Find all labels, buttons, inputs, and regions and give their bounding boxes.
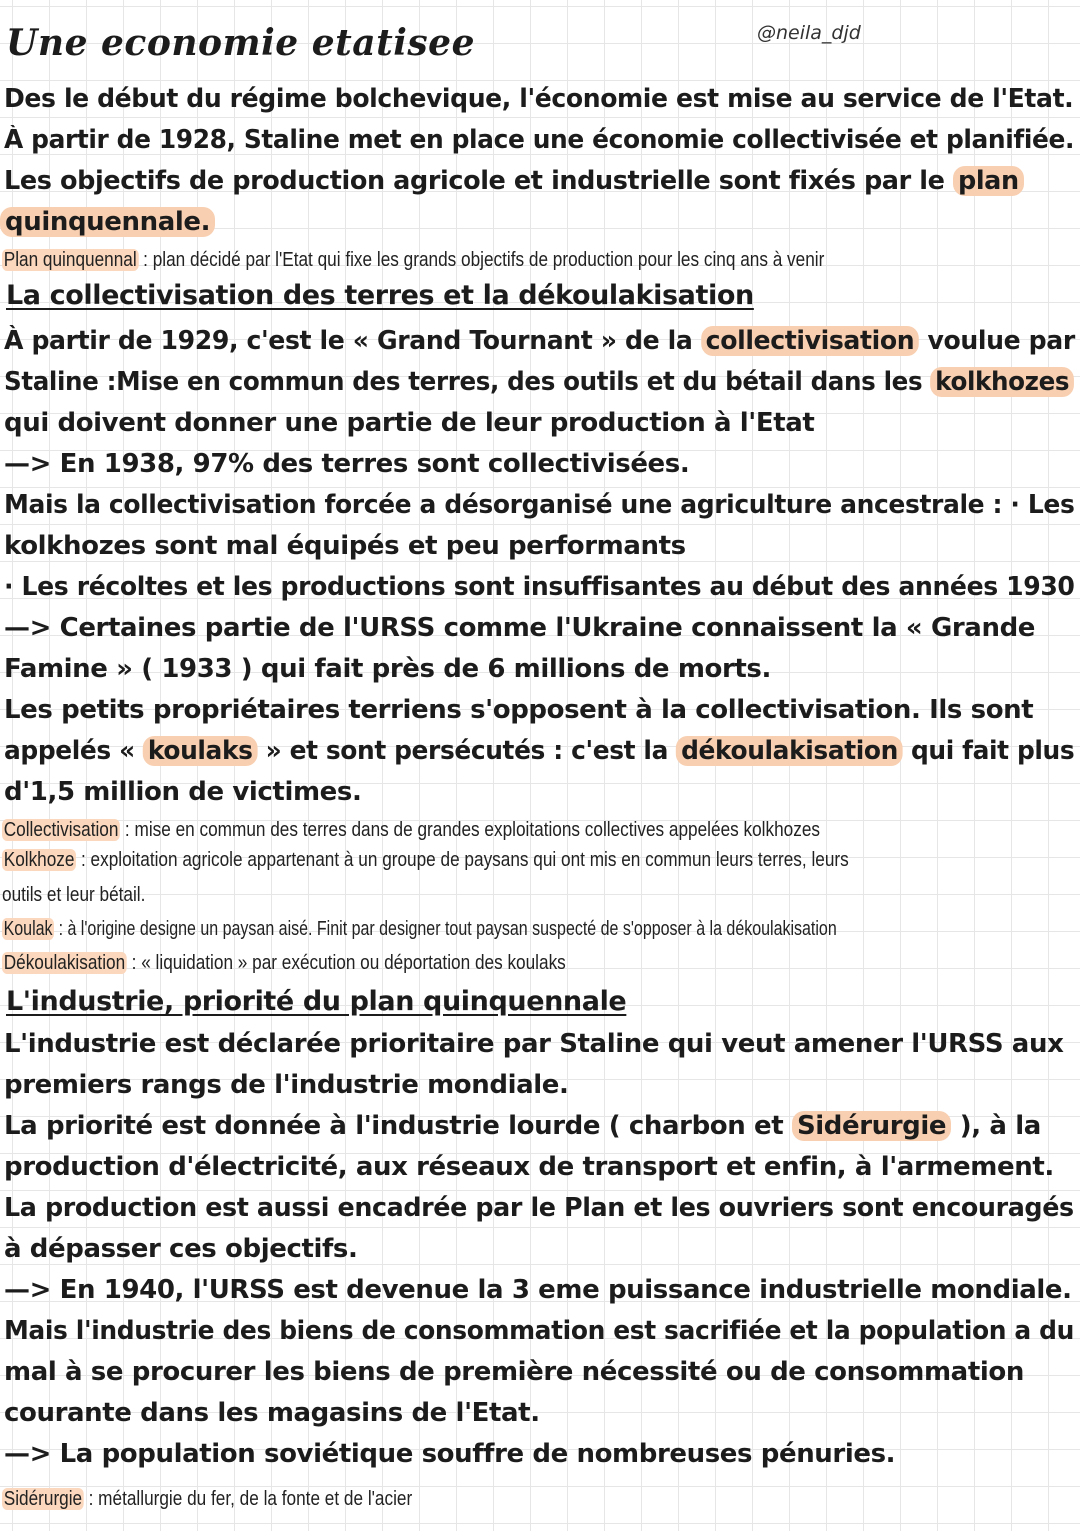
definition-kolkhoze	[2, 849, 849, 872]
body-line: d'1,5 million de victimes.	[4, 777, 362, 807]
highlighted-term: collectivisation	[701, 326, 919, 356]
author-handle: @neila_djd	[757, 22, 861, 44]
body-line: qui doivent donner une partie de leur production à l'Etat	[4, 408, 815, 438]
text-span: Les objectifs de production agricole et industrielle sont fixés par le	[4, 166, 953, 196]
highlighted-term: Sidérurgie	[792, 1111, 951, 1141]
body-line: —> En 1938, 97% des terres sont collectivisées.	[4, 449, 690, 479]
definition-dekoulakisation	[2, 952, 566, 975]
section-heading-industrie: L'industrie, priorité du plan quinquennale	[6, 986, 627, 1017]
body-line: kolkhozes sont mal équipés et peu performants	[4, 531, 686, 561]
text-span: ), à la	[951, 1111, 1041, 1141]
body-line: —> En 1940, l'URSS est devenue la 3 eme puissance industrielle mondiale.	[4, 1275, 1072, 1305]
section-heading-collectivisation: La collectivisation des terres et la dékoulakisation	[6, 280, 754, 311]
definition-kolkhoze-continued: outils et leur bétail.	[2, 884, 146, 906]
body-line	[4, 367, 1074, 397]
intro-line: À partir de 1928, Staline met en place une économie collectivisée et planifiée.	[4, 125, 1075, 155]
text-span: voulue par	[919, 326, 1075, 356]
definition-term: Plan quinquennal	[3, 249, 137, 271]
definition-siderurgie	[2, 1488, 412, 1511]
body-line: premiers rangs de l'industrie mondiale.	[4, 1070, 569, 1100]
definition-koulak	[2, 918, 837, 941]
definition-term: Dékoulakisation	[3, 952, 126, 974]
body-line: à dépasser ces objectifs.	[4, 1234, 358, 1264]
body-line: Famine » ( 1933 ) qui fait près de 6 millions de morts.	[4, 654, 771, 684]
definition-text: : mise en commun des terres dans de grandes exploitations collectives appelées kolkhozes	[120, 819, 821, 841]
definition-term: Sidérurgie	[3, 1488, 83, 1510]
intro-line: Des le début du régime bolchevique, l'économie est mise au service de l'Etat.	[4, 84, 1074, 114]
body-line: Mais la collectivisation forcée a désorganisé une agriculture ancestrale : · Les	[4, 490, 1075, 520]
highlighted-term: plan	[953, 166, 1024, 196]
definition-term: Koulak	[3, 918, 53, 940]
body-line: —> La population soviétique souffre de nombreuses pénuries.	[4, 1439, 896, 1469]
body-line	[4, 326, 1075, 356]
definition-text: : métallurgie du fer, de la fonte et de l'acier	[83, 1488, 413, 1510]
definition-collectivisation	[2, 819, 820, 842]
body-line	[4, 1111, 1041, 1141]
definition-plan-quinquennal	[2, 249, 824, 272]
definition-text: : « liquidation » par exécution ou déportation des koulaks	[126, 952, 566, 974]
body-line: La production est aussi encadrée par le Plan et les ouvriers sont encouragés	[4, 1193, 1074, 1223]
highlighted-term: koulaks	[143, 736, 257, 766]
definition-term: Collectivisation	[3, 819, 119, 841]
body-line	[4, 736, 1074, 766]
intro-line	[4, 166, 1024, 196]
highlighted-term: dékoulakisation	[676, 736, 902, 766]
text-span: À partir de 1929, c'est le « Grand Tournant » de la	[4, 326, 701, 356]
body-line: L'industrie est déclarée prioritaire par Staline qui veut amener l'URSS aux	[4, 1029, 1064, 1059]
text-span: La priorité est donnée à l'industrie lourde ( charbon et	[4, 1111, 792, 1141]
body-line: courante dans les magasins de l'Etat.	[4, 1398, 540, 1428]
text-span: » et sont persécutés : c'est la	[257, 736, 677, 766]
highlighted-term: kolkhozes	[930, 367, 1073, 397]
body-line: —> Certaines partie de l'URSS comme l'Ukraine connaissent la « Grande	[4, 613, 1036, 643]
page-title: Une economie etatisee	[6, 22, 475, 64]
body-line: · Les récoltes et les productions sont insuffisantes au début des années 1930	[4, 572, 1075, 602]
text-span: qui fait plus	[902, 736, 1075, 766]
text-span: Staline :Mise en commun des terres, des outils et du bétail dans les	[4, 367, 931, 397]
definition-text: : plan décidé par l'Etat qui fixe les grands objectifs de production pour les cinq ans à venir	[138, 249, 825, 271]
definition-text: : exploitation agricole appartenant à un groupe de paysans qui ont mis en commun leurs terres, leurs	[76, 849, 849, 871]
body-line: Mais l'industrie des biens de consommation est sacrifiée et la population a du	[4, 1316, 1074, 1346]
body-line: production d'électricité, aux réseaux de transport et enfin, à l'armement.	[4, 1152, 1054, 1182]
intro-line	[0, 207, 215, 237]
definition-term: Kolkhoze	[3, 849, 75, 871]
body-line: mal à se procurer les biens de première nécessité ou de consommation	[4, 1357, 1024, 1387]
text-span: appelés «	[4, 736, 144, 766]
highlighted-term: quinquennale.	[0, 207, 215, 237]
definition-text: : à l'origine designe un paysan aisé. Finit par designer tout paysan suspecté de s'opposer à la dékoulakisation	[54, 918, 837, 940]
body-line: Les petits propriétaires terriens s'opposent à la collectivisation. Ils sont	[4, 695, 1034, 725]
